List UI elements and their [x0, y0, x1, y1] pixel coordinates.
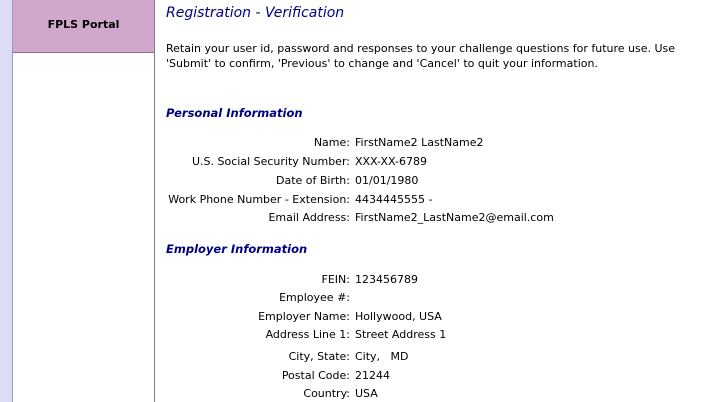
fein-value: 123456789 — [355, 273, 418, 286]
personal-name-row — [156, 136, 717, 152]
personal-information-heading: Personal Information — [166, 106, 303, 120]
dob-value: 01/01/1980 — [355, 174, 419, 187]
employer-fein-row — [156, 273, 717, 289]
city-state-value: City, MD — [355, 350, 409, 363]
main-content — [156, 0, 717, 402]
page-title: Registration - Verification — [166, 5, 345, 21]
name-value: FirstName2 LastName2 — [355, 136, 484, 149]
country-value: USA — [355, 387, 378, 400]
employer-city-state-row — [156, 350, 717, 366]
employer-country-row — [156, 387, 717, 402]
employer-name-value: Hollywood, USA — [355, 310, 442, 323]
employer-employee-number-row — [156, 291, 717, 307]
personal-dob-row — [156, 174, 717, 190]
sidebar-item-fpls-portal[interactable] — [13, 0, 154, 53]
sidebar — [13, 0, 155, 402]
postal-code-value: 21244 — [355, 369, 390, 382]
email-value: FirstName2_LastName2@email.com — [355, 211, 554, 224]
dob-label: Date of Birth: — [275, 174, 350, 187]
employee-number-label: Employee #: — [279, 291, 350, 304]
name-label: Name: — [313, 136, 350, 149]
employer-postal-code-row — [156, 369, 717, 385]
instructions-text: Retain your user id, password and responses to your challenge questions for future use. Use 'Submit' to confirm, 'Previous' to change and 'Cancel' to quit your information. — [166, 42, 676, 70]
left-rail — [0, 0, 13, 402]
fein-label: FEIN: — [321, 273, 350, 286]
personal-email-row — [156, 211, 717, 227]
ssn-label: U.S. Social Security Number: — [191, 155, 350, 168]
personal-work-phone-row — [156, 193, 717, 209]
postal-code-label: Postal Code: — [281, 369, 350, 382]
employer-address-line-1-row — [156, 328, 717, 344]
personal-ssn-row — [156, 155, 717, 171]
employer-information-heading: Employer Information — [166, 242, 308, 256]
address-line-1-label: Address Line 1: — [265, 328, 350, 341]
employer-name-label: Employer Name: — [258, 310, 350, 323]
city-state-label: City, State: — [288, 350, 350, 363]
sidebar-item-label: FPLS Portal — [47, 17, 120, 31]
ssn-value: XXX-XX-6789 — [355, 155, 427, 168]
work-phone-label: Work Phone Number - Extension: — [168, 193, 350, 206]
email-label: Email Address: — [268, 211, 350, 224]
work-phone-value: 4434445555 - — [355, 193, 433, 206]
country-label: Country: — [303, 387, 350, 400]
employer-name-row — [156, 310, 717, 326]
address-line-1-value: Street Address 1 — [355, 328, 447, 341]
